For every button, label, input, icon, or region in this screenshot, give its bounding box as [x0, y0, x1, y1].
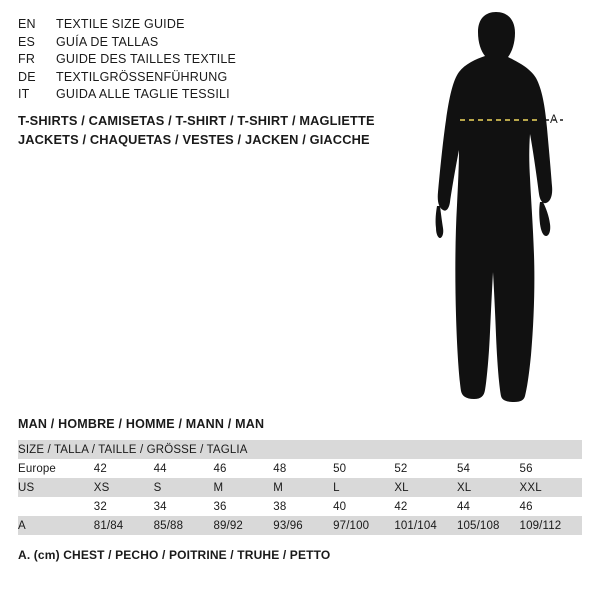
- table-row: [18, 516, 582, 535]
- cell-value: 44: [456, 500, 471, 513]
- size-table: [18, 440, 582, 535]
- cell-value: 36: [213, 500, 227, 513]
- language-text: TEXTILE SIZE GUIDE: [56, 17, 185, 31]
- table-row: [18, 478, 582, 497]
- cell-value: 101/104: [394, 519, 437, 532]
- cell-value: 46: [519, 500, 533, 513]
- measure-label-a: A: [550, 114, 559, 126]
- language-code: EN: [18, 17, 36, 31]
- cell-value: L: [333, 481, 340, 494]
- language-text: GUIDE DES TAILLES TEXTILE: [56, 52, 237, 66]
- cell-value: 48: [273, 462, 287, 475]
- table-row: [18, 497, 582, 516]
- row-label: [18, 497, 94, 516]
- cell-value: 38: [273, 500, 287, 513]
- language-text: TEXTILGRÖSSENFÜHRUNG: [56, 69, 228, 84]
- language-text: GUIDA ALLE TAGLIE TESSILI: [56, 87, 230, 101]
- section-title-man: MAN / HOMBRE / HOMME / MANN / MAN: [18, 417, 265, 431]
- row-label: A: [18, 519, 26, 532]
- cell-value: 105/108: [456, 519, 500, 532]
- product-line-jackets: JACKETS / CHAQUETAS / VESTES / JACKEN / GIACCHE: [18, 132, 370, 147]
- language-code: IT: [18, 87, 30, 101]
- row-label: US: [18, 481, 35, 494]
- cell-value: 42: [93, 462, 107, 475]
- language-row: [18, 86, 378, 104]
- footnote-chest-measure: A. (cm) CHEST / PECHO / POITRINE / TRUHE / PETTO: [18, 548, 331, 562]
- cell-value: 40: [333, 500, 347, 513]
- cell-value: 52: [394, 462, 408, 475]
- language-code: ES: [18, 34, 36, 49]
- language-row: [18, 51, 378, 69]
- cell-value: M: [273, 481, 284, 494]
- cell-value: 89/92: [213, 519, 243, 532]
- table-header-label: SIZE / TALLA / TAILLE / GRÖSSE / TAGLIA: [18, 443, 248, 456]
- language-code: FR: [18, 52, 36, 66]
- cell-value: 42: [394, 500, 408, 513]
- language-code: DE: [18, 69, 36, 84]
- cell-value: 81/84: [93, 519, 124, 532]
- language-row: [18, 16, 378, 34]
- cell-value: 54: [456, 462, 471, 475]
- cell-value: XXL: [519, 481, 542, 494]
- cell-value: XL: [456, 481, 472, 494]
- cell-value: XL: [394, 481, 409, 494]
- row-label: Europe: [18, 462, 56, 475]
- silhouette-icon: [400, 10, 600, 410]
- table-row: [18, 459, 582, 478]
- language-row: [18, 34, 378, 52]
- cell-value: 44: [153, 462, 167, 475]
- cell-value: 85/88: [153, 519, 184, 532]
- language-list: [18, 16, 378, 104]
- cell-value: M: [213, 481, 224, 494]
- cell-value: 93/96: [273, 519, 303, 532]
- cell-value: 56: [519, 462, 533, 475]
- male-figure-illustration: [400, 10, 600, 410]
- cell-value: 50: [333, 462, 347, 475]
- cell-value: 46: [213, 462, 227, 475]
- cell-value: 109/112: [519, 519, 562, 532]
- cell-value: S: [153, 481, 162, 494]
- language-row: [18, 69, 378, 87]
- cell-value: 97/100: [333, 519, 370, 532]
- language-text: GUÍA DE TALLAS: [56, 34, 159, 49]
- table-header-row: [18, 440, 582, 459]
- cell-value: 34: [153, 500, 167, 513]
- cell-value: 32: [93, 500, 107, 513]
- product-line-tshirts: T-SHIRTS / CAMISETAS / T-SHIRT / T-SHIRT / MAGLIETTE: [18, 113, 375, 128]
- cell-value: XS: [93, 481, 110, 494]
- product-type-headings: [18, 111, 418, 149]
